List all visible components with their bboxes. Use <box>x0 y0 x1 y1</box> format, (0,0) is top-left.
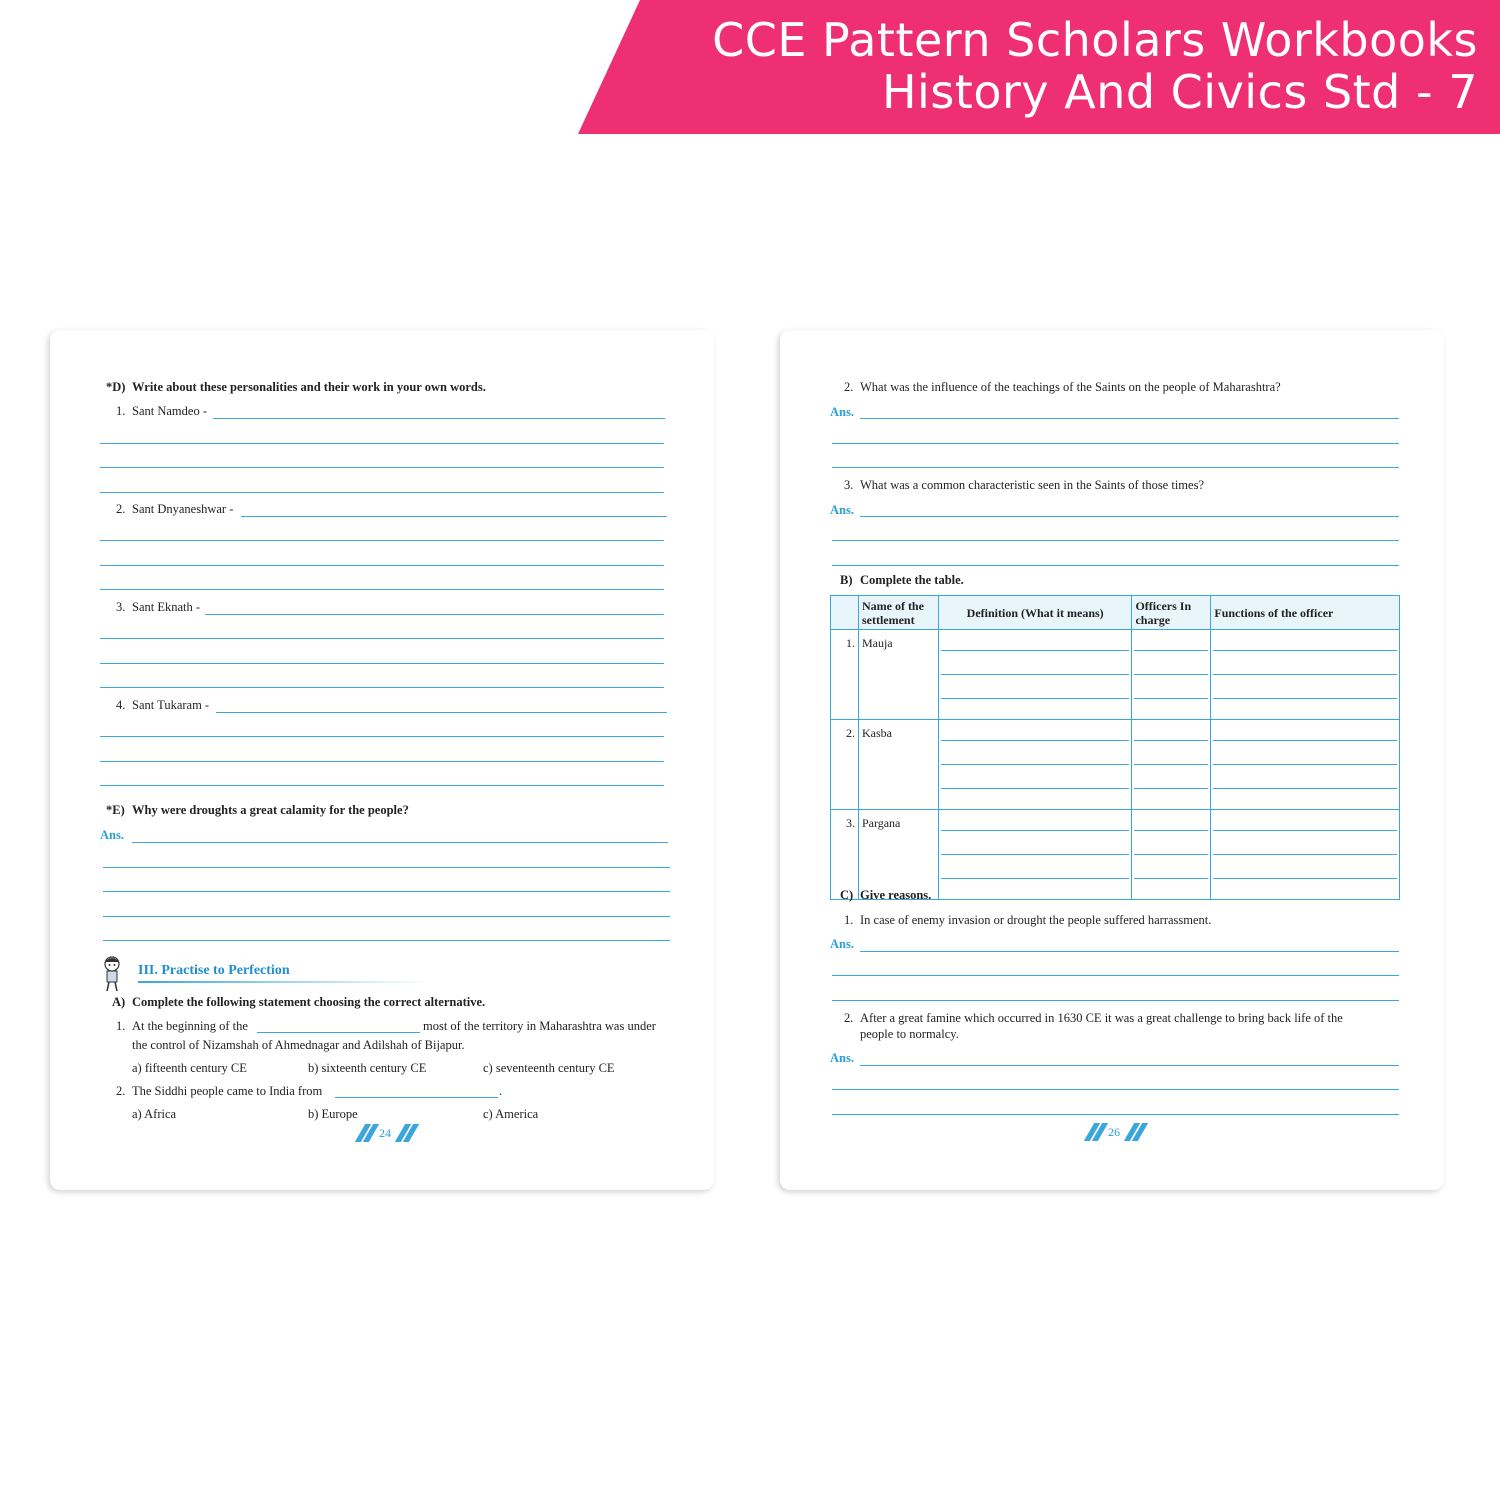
function-cell[interactable] <box>1211 720 1400 810</box>
answer-line[interactable] <box>832 975 1399 976</box>
answer-label: Ans. <box>830 405 854 419</box>
table-row <box>831 810 1400 900</box>
question-d-title: Write about these personalities and their work in your own words. <box>132 380 486 394</box>
item-number: 1. <box>116 404 126 418</box>
answer-line[interactable] <box>103 916 670 917</box>
item-number: 2. <box>116 1084 126 1098</box>
answer-line[interactable] <box>103 891 670 892</box>
row-number: 1. <box>831 630 859 720</box>
definition-cell[interactable] <box>938 630 1132 720</box>
option-b[interactable]: b) sixteenth century CE <box>308 1061 427 1075</box>
answer-line[interactable] <box>132 842 668 843</box>
workbook-page-24 <box>50 330 714 1190</box>
option-a[interactable]: a) Africa <box>132 1107 177 1121</box>
question-b-title: Complete the table. <box>860 573 964 587</box>
item-number: 2. <box>844 380 854 394</box>
header-definition: Definition (What it means) <box>938 596 1132 630</box>
answer-line[interactable] <box>241 516 667 517</box>
option-b[interactable]: b) Europe <box>308 1107 358 1121</box>
item-number: 3. <box>844 478 854 492</box>
question-text: the control of Nizamshah of Ahmednagar and Adilshah of Bijapur. <box>132 1038 465 1052</box>
option-c[interactable]: c) America <box>483 1107 539 1121</box>
answer-line[interactable] <box>832 540 1399 541</box>
question-text: people to normalcy. <box>860 1027 959 1041</box>
table-row <box>831 630 1400 720</box>
item-number: 2. <box>844 1011 854 1025</box>
answer-line[interactable] <box>860 951 1399 952</box>
question-b-marker: B) <box>840 573 853 587</box>
page-number: 24 <box>379 1126 391 1140</box>
question-c-title: Give reasons. <box>860 888 932 902</box>
item-number: 1. <box>116 1019 126 1033</box>
question-text: After a great famine which occurred in 1630 CE it was a great challenge to bring back life of the <box>860 1011 1343 1025</box>
title-banner <box>0 0 1500 135</box>
header-functions: Functions of the officer <box>1211 596 1400 630</box>
banner-title <box>712 14 1478 118</box>
settlement-table <box>830 595 1400 900</box>
answer-line[interactable] <box>103 867 670 868</box>
answer-line[interactable] <box>100 540 664 541</box>
item-sant-namdeo: Sant Namdeo - <box>132 404 207 418</box>
answer-line[interactable] <box>216 712 667 713</box>
officer-cell[interactable] <box>1132 720 1211 810</box>
answer-line[interactable] <box>100 638 664 639</box>
item-sant-tukaram: Sant Tukaram - <box>132 698 210 712</box>
answer-line[interactable] <box>100 492 664 493</box>
question-text: . <box>499 1084 503 1098</box>
section-underline <box>138 981 428 983</box>
answer-label: Ans. <box>830 937 854 951</box>
question-text: The Siddhi people came to India from <box>132 1084 323 1098</box>
option-c[interactable]: c) seventeenth century CE <box>483 1061 615 1075</box>
question-text: most of the territory in Maharashtra was under <box>423 1019 656 1033</box>
question-text: What was the influence of the teachings of the Saints on the people of Maharashtra? <box>860 380 1281 394</box>
workbook-page-26 <box>780 330 1444 1190</box>
answer-line[interactable] <box>860 418 1399 419</box>
answer-line[interactable] <box>100 565 664 566</box>
blank-line[interactable] <box>335 1097 498 1098</box>
settlement-name: Mauja <box>858 630 938 720</box>
answer-line[interactable] <box>860 516 1399 517</box>
item-sant-eknath: Sant Eknath - <box>132 600 201 614</box>
answer-line[interactable] <box>860 1065 1399 1066</box>
answer-line[interactable] <box>100 589 664 590</box>
answer-line[interactable] <box>832 1000 1399 1001</box>
item-number: 3. <box>116 600 126 614</box>
question-c-marker: C) <box>840 888 854 902</box>
item-number: 1. <box>844 913 854 927</box>
answer-line[interactable] <box>103 940 670 941</box>
question-e-title: Why were droughts a great calamity for the people? <box>132 803 409 817</box>
banner-title-line1: CCE Pattern Scholars Workbooks <box>712 13 1478 67</box>
answer-line[interactable] <box>100 687 664 688</box>
answer-line[interactable] <box>100 785 664 786</box>
definition-cell[interactable] <box>938 720 1132 810</box>
answer-line[interactable] <box>832 467 1399 468</box>
section-title: III. Practise to Perfection <box>138 963 290 978</box>
question-a-title: Complete the following statement choosing the correct alternative. <box>132 995 486 1009</box>
answer-line[interactable] <box>832 565 1399 566</box>
page-number: 26 <box>1108 1125 1120 1139</box>
settlement-name: Pargana <box>858 810 938 900</box>
function-cell[interactable] <box>1211 810 1400 900</box>
cartoon-boy-icon <box>99 955 125 993</box>
header-settlement: Name of the settlement <box>858 596 938 630</box>
question-e-marker: *E) <box>106 803 125 817</box>
answer-line[interactable] <box>832 1114 1399 1115</box>
row-number: 3. <box>831 810 859 900</box>
answer-line[interactable] <box>213 418 665 419</box>
question-text: In case of enemy invasion or drought the people suffered harrassment. <box>860 913 1212 927</box>
answer-line[interactable] <box>100 736 664 737</box>
officer-cell[interactable] <box>1132 810 1211 900</box>
table-row <box>831 720 1400 810</box>
item-sant-dnyaneshwar: Sant Dnyaneshwar - <box>132 502 234 516</box>
question-a-marker: A) <box>112 995 126 1009</box>
answer-label: Ans. <box>830 1051 854 1065</box>
settlement-name: Kasba <box>858 720 938 810</box>
officer-cell[interactable] <box>1132 630 1211 720</box>
answer-line[interactable] <box>832 443 1399 444</box>
answer-line[interactable] <box>100 663 664 664</box>
answer-line[interactable] <box>100 443 664 444</box>
item-number: 4. <box>116 698 126 712</box>
answer-label: Ans. <box>100 828 124 842</box>
answer-label: Ans. <box>830 503 854 517</box>
answer-line[interactable] <box>832 1089 1399 1090</box>
banner-title-line2: History And Civics Std - 7 <box>881 65 1478 119</box>
answer-line[interactable] <box>205 614 664 615</box>
row-number: 2. <box>831 720 859 810</box>
question-d-marker: *D) <box>106 380 126 394</box>
answer-line[interactable] <box>100 761 664 762</box>
question-text: At the beginning of the <box>132 1019 248 1033</box>
function-cell[interactable] <box>1211 630 1400 720</box>
header-officers: Officers In charge <box>1132 596 1211 630</box>
question-text: What was a common characteristic seen in the Saints of those times? <box>860 478 1204 492</box>
blank-line[interactable] <box>257 1032 420 1033</box>
definition-cell[interactable] <box>938 810 1132 900</box>
option-a[interactable]: a) fifteenth century CE <box>132 1061 247 1075</box>
header-blank <box>831 596 859 630</box>
item-number: 2. <box>116 502 126 516</box>
answer-line[interactable] <box>100 467 664 468</box>
